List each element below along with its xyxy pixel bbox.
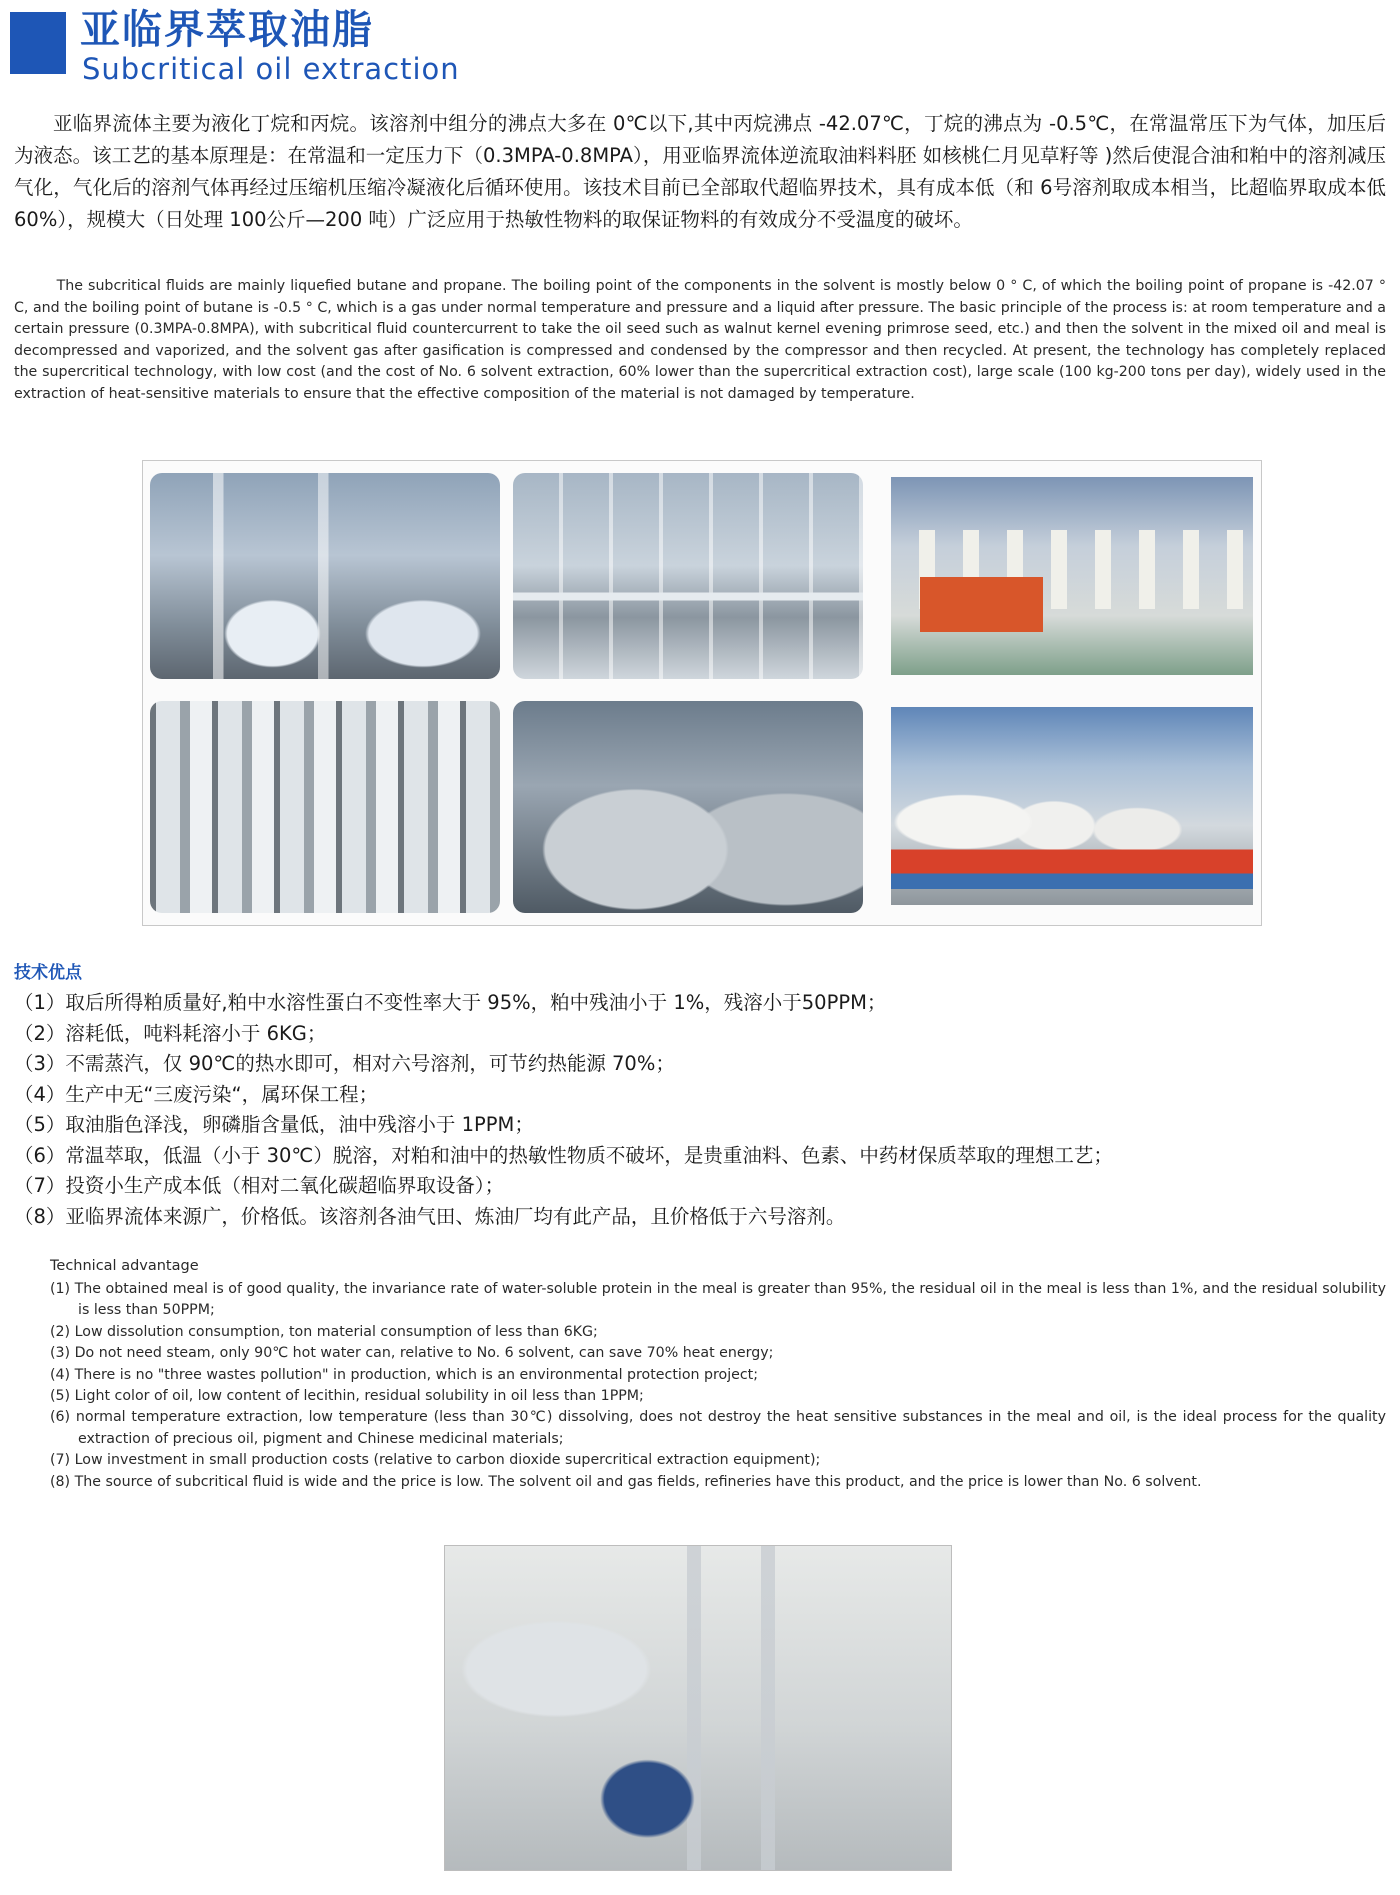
advantage-item-cn: （5）取油脂色泽浅，卵磷脂含量低，油中残溶小于 1PPM； <box>14 1113 534 1136</box>
page-title-english: Subcritical oil extraction <box>82 52 460 86</box>
advantage-item-cn: （3）不需蒸汽，仅 90℃的热水即可，相对六号溶剂，可节约热能源 70%； <box>14 1052 675 1075</box>
advantage-item-en: (3) Do not need steam, only 90℃ hot water can, relative to No. 6 solvent, can save 70% heat energy; <box>50 1345 774 1362</box>
advantage-item-cn: （4）生产中无“三废污染“，属环保工程； <box>14 1082 379 1106</box>
advantage-item-cn: （7）投资小生产成本低（相对二氧化碳超临界取设备）； <box>14 1174 505 1197</box>
advantage-item-en: (4) There is no "three wastes pollution" in production, which is an environmental protection project; <box>50 1366 759 1383</box>
advantages-list-english <box>50 1279 1386 1493</box>
photo-production-line <box>891 707 1253 905</box>
advantage-item-cn: （8）亚临界流体来源广，价格低。该溶剂各油气田、炼油厂均有此产品，且价格低于六号溶剂。 <box>14 1204 846 1228</box>
advantage-item-en: (8) The source of subcritical fluid is wide and the price is low. The solvent oil and gas fields, refineries have this product, and the price is lower than No. 6 solvent. <box>50 1473 1202 1490</box>
intro-paragraph-chinese: 亚临界流体主要为液化丁烷和丙烷。该溶剂中组分的沸点大多在 0℃以下,其中丙烷沸点 -42.07℃，丁烷的沸点为 -0.5℃，在常温常压下为气体，加压后为液态。该工艺的基本原理是：在常温和一定压力下（0.3MPA-0.8MPA），用亚临界流体逆流取油料料胚 如核桃仁月见草籽等 )然后使混合油和粕中的溶剂减压气化，气化后的溶剂气体再经过压缩机压缩冷凝液化后循环使用。该技术目前已全部取代超临界技术，具有成本低（和 6号溶剂取成本相当，比超临界取成本低 60%），规模大（日处理 100公斤—200 吨）广泛应用于热敏性物料的取保证物料的有效成分不受温度的破坏。 <box>14 112 1386 231</box>
advantages-heading-chinese: 技术优点 <box>14 963 82 983</box>
photo-factory-hall <box>891 477 1253 675</box>
advantage-item-cn: （6）常温萃取，低温（小于 30℃）脱溶，对粕和油中的热敏性物质不破坏，是贵重油料、色素、中药材保质萃取的理想工艺； <box>14 1143 1113 1167</box>
page-title-chinese: 亚临界萃取油脂 <box>80 7 374 53</box>
brand-blue-block <box>10 12 66 74</box>
photo-extraction-unit <box>444 1545 952 1871</box>
advantage-item-cn: （1）取后所得粕质量好,粕中水溶性蛋白不变性率大于 95%，粕中残油小于 1%，残溶小于50PPM； <box>14 991 887 1014</box>
photo-process-platform <box>513 473 863 679</box>
intro-paragraph-english: The subcritical fluids are mainly liquefied butane and propane. The boiling point of the components in the solvent is mostly below 0 ° C, of which the boiling point of propane is -42.07 ° C, and the boiling point of butane is -0.5 ° C, which is a gas under normal temperature and pressure and a liquid after pressure. The basic principle of the process is: at room temperature and a certain pressure (0.3MPA-0.8MPA), with subcritical fluid countercurrent to take the oil seed such as walnut kernel evening primrose seed, etc.) and then the solvent in the mixed oil and meal is decompressed and vaporized, and the solvent gas after gasification is compressed and condensed by the compressor and then recycled. At present, the technology has completely replaced the supercritical technology, with low cost (and the cost of No. 6 solvent extraction, 60% lower than the supercritical extraction cost), large scale (100 kg-200 tons per day), widely used in the extraction of heat-sensitive materials to ensure that the effective composition of the material is not damaged by temperature. <box>14 278 1386 402</box>
advantages-heading-english: Technical advantage <box>50 1258 199 1274</box>
advantage-item-cn: （2）溶耗低，吨料耗溶小于 6KG； <box>14 1021 327 1045</box>
equipment-photo-gallery <box>142 460 1262 926</box>
advantage-item-en: (7) Low investment in small production costs (relative to carbon dioxide supercritical extraction equipment); <box>50 1452 821 1469</box>
advantage-item-en: (5) Light color of oil, low content of lecithin, residual solubility in oil less than 1PPM; <box>50 1388 644 1405</box>
photo-steel-vessels <box>513 701 863 913</box>
photo-extraction-columns <box>150 701 500 913</box>
advantage-item-en: (1) The obtained meal is of good quality, the invariance rate of water-soluble protein in the meal is greater than 95%, the residual oil in the meal is less than 1%, and the residual solubility is less than 50PPM; <box>50 1281 1386 1319</box>
advantages-list-chinese <box>14 988 1384 1232</box>
photo-reactor-tanks <box>150 473 500 679</box>
advantage-item-en: (6) normal temperature extraction, low temperature (less than 30℃) dissolving, does not destroy the heat sensitive substances in the meal and oil, is the ideal process for the quality extraction of precious oil, pigment and Chinese medicinal materials; <box>50 1409 1386 1447</box>
advantage-item-en: (2) Low dissolution consumption, ton material consumption of less than 6KG; <box>50 1323 598 1340</box>
